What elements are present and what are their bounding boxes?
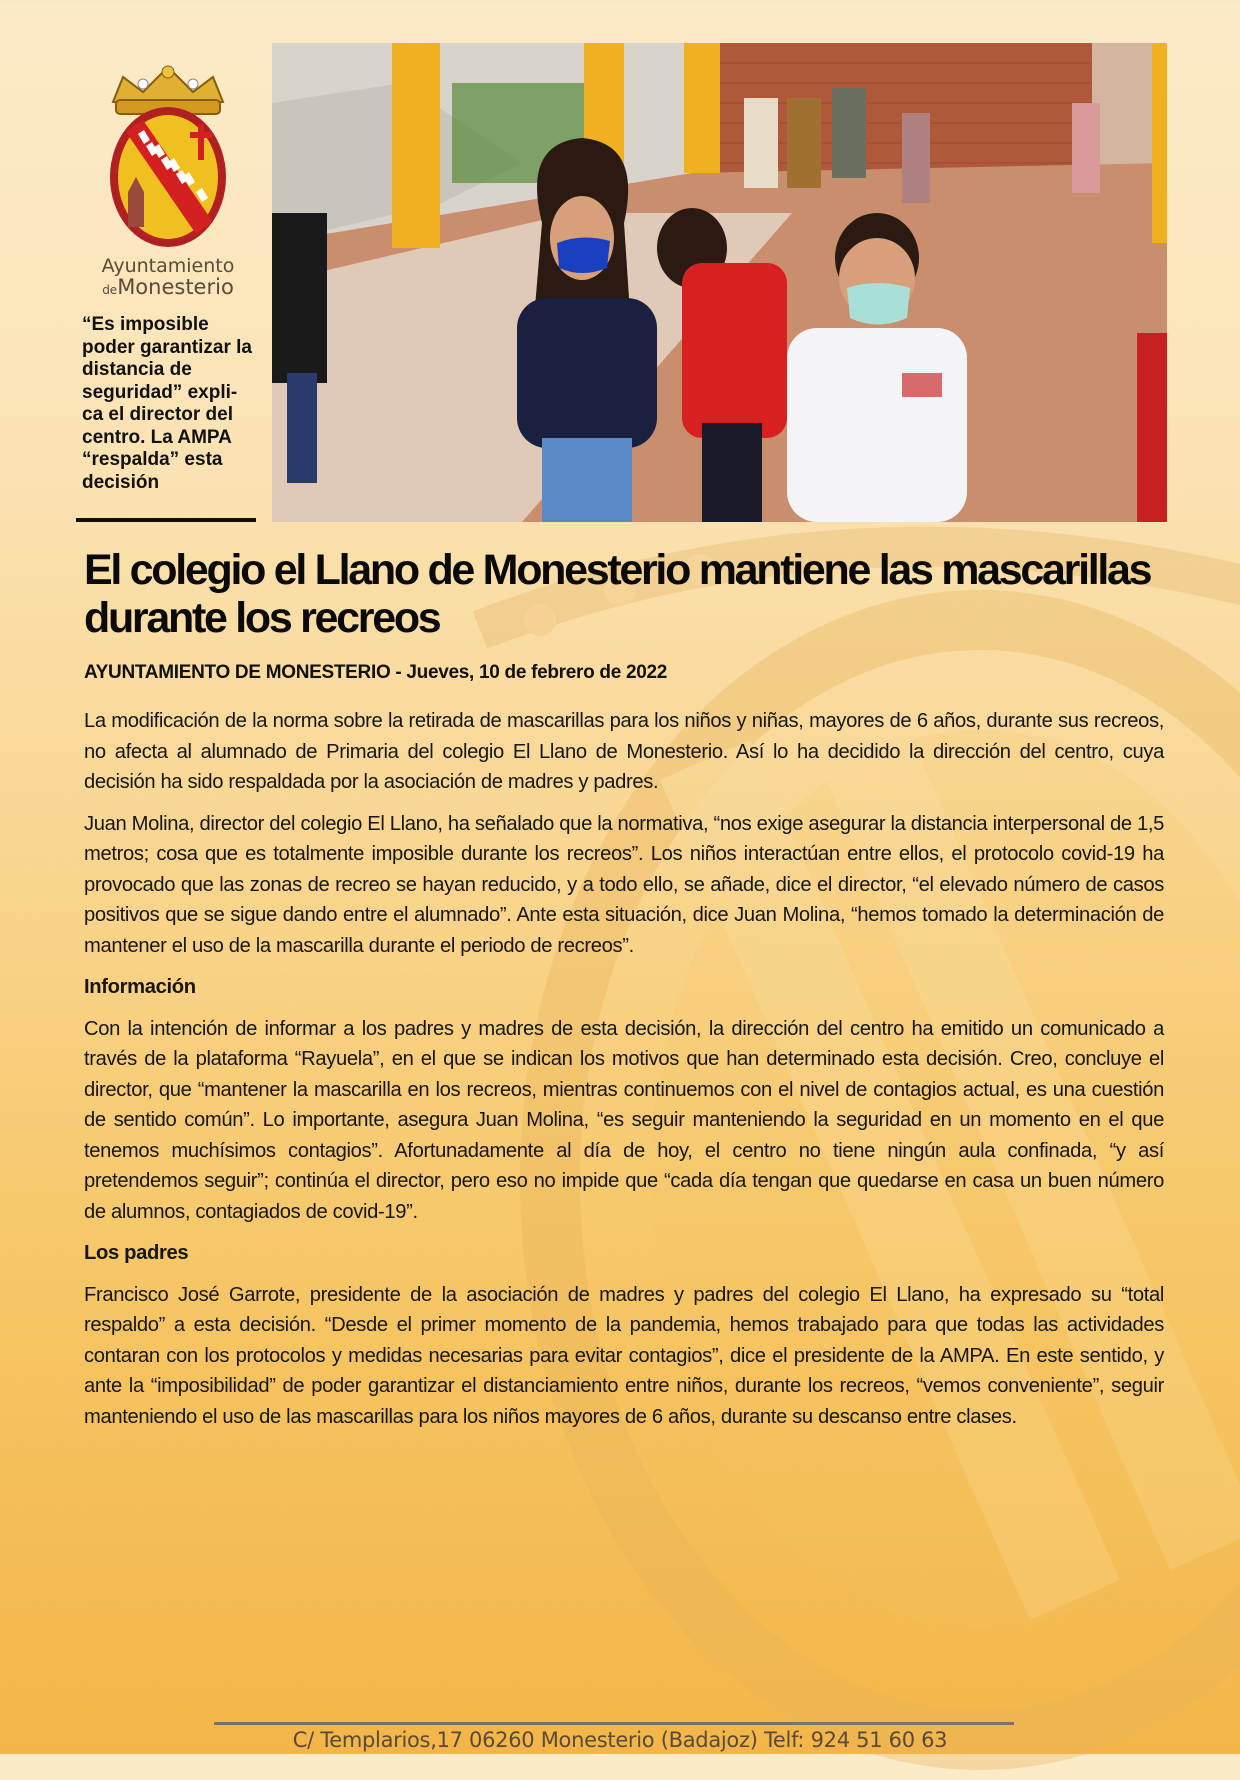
paragraph: Juan Molina, director del colegio El Llano, ha señalado que la normativa, “nos exige asegurar la distancia interpersonal de 1,5 metros; cosa que es totalmente imposible durante los recreos”. Los niños interactúan entre ellos, el protocolo covid-19 ha provocado que las zonas de recreo se hayan reducido, y a todo ello, se añade, dice el director, “el elevado número de casos positivos que se sigue dando entre el alumnado”. Ante esta situación, dice Juan Molina, “hemos tomado la determinación de mantener el uso de la mascarilla durante el periodo de recreos”.: [84, 812, 1165, 957]
article-byline: AYUNTAMIENTO DE MONESTERIO - Jueves, 10 de febrero de 2022: [84, 662, 668, 683]
footer-address: C/ Templarios,17 06260 Monesterio (Badajoz) Telf: 924 51 60 63: [292, 1728, 948, 1752]
pull-quote: “Es imposible poder garantizar la distancia de seguridad” expli-ca el director del centro. La AMPA “respalda” esta decisión: [82, 314, 252, 493]
pull-quote-rule: [76, 518, 256, 522]
article-headline: El colegio el Llano de Monesterio mantiene las mascarillas durante los recreos: [84, 546, 1151, 642]
paragraph: Con la intención de informar a los padres y madres de esta decisión, la dirección del centro ha emitido un comunicado a través de la plataforma “Rayuela”, en el que se indican los motivos que han determinado esta decisión. Creo, concluye el director, que “mantener la mascarilla en los recreos, mientras continuemos con el nivel de contagios actual, es una cuestión de sentido común”. Lo importante, asegura Juan Molina, “es seguir manteniendo la seguridad en un momento en el que tenemos muchísimos contagios”. Afortunadamente al día de hoy, el centro no tiene ningún aula confinada, “y así pretendemos seguir”; continúa el director, pero eso no impide que “cada día tengan que quedarse en casa un buen número de alumnos, contagiados de covid-19”.: [84, 1017, 1164, 1223]
article-body: [84, 706, 1164, 1443]
paragraph: La modificación de la norma sobre la retirada de mascarillas para los niños y niñas, mayores de 6 años, durante sus recreos, no afecta al alumnado de Primaria del colegio El Llano de Monesterio. Así lo ha decidido la dirección del centro, cuya decisión ha sido respaldada por la asociación de madres y padres.: [84, 710, 1164, 793]
schoolyard-photo: [272, 43, 1167, 522]
logo-text-ayuntamiento: Ayuntamiento: [101, 255, 235, 277]
shirt-print: [902, 373, 942, 397]
paragraph: Francisco José Garrote, presidente de la asociación de madres y padres del colegio El Llano, ha expresado su “total respaldo” a esta decisión. “Desde el primer momento de la pandemia, hemos trabajado para que todas las actividades contaran con los protocolos y medidas necesarias para evitar contagios”, dice el presidente de la AMPA. En este sentido, y ante la “imposibilidad” de poder garantizar el distanciamiento entre niños, durante los recreos, “vemos conveniente”, seguir manteniendo el uso de las mascarillas para los niños mayores de 6 años, durante su descanso entre clases.: [84, 1283, 1164, 1428]
footer-rule: [214, 1722, 1014, 1725]
logo-text-de: de: [102, 283, 118, 297]
coat-of-arms-icon: [98, 62, 238, 252]
municipality-logo: [88, 62, 248, 307]
logo-text-town: Monesterio: [117, 275, 234, 299]
section-heading-padres: Los padres: [84, 1242, 189, 1264]
article-photo: [272, 43, 1167, 522]
logo-text-monesterio: [88, 276, 248, 301]
section-heading-informacion: Información: [84, 976, 196, 998]
